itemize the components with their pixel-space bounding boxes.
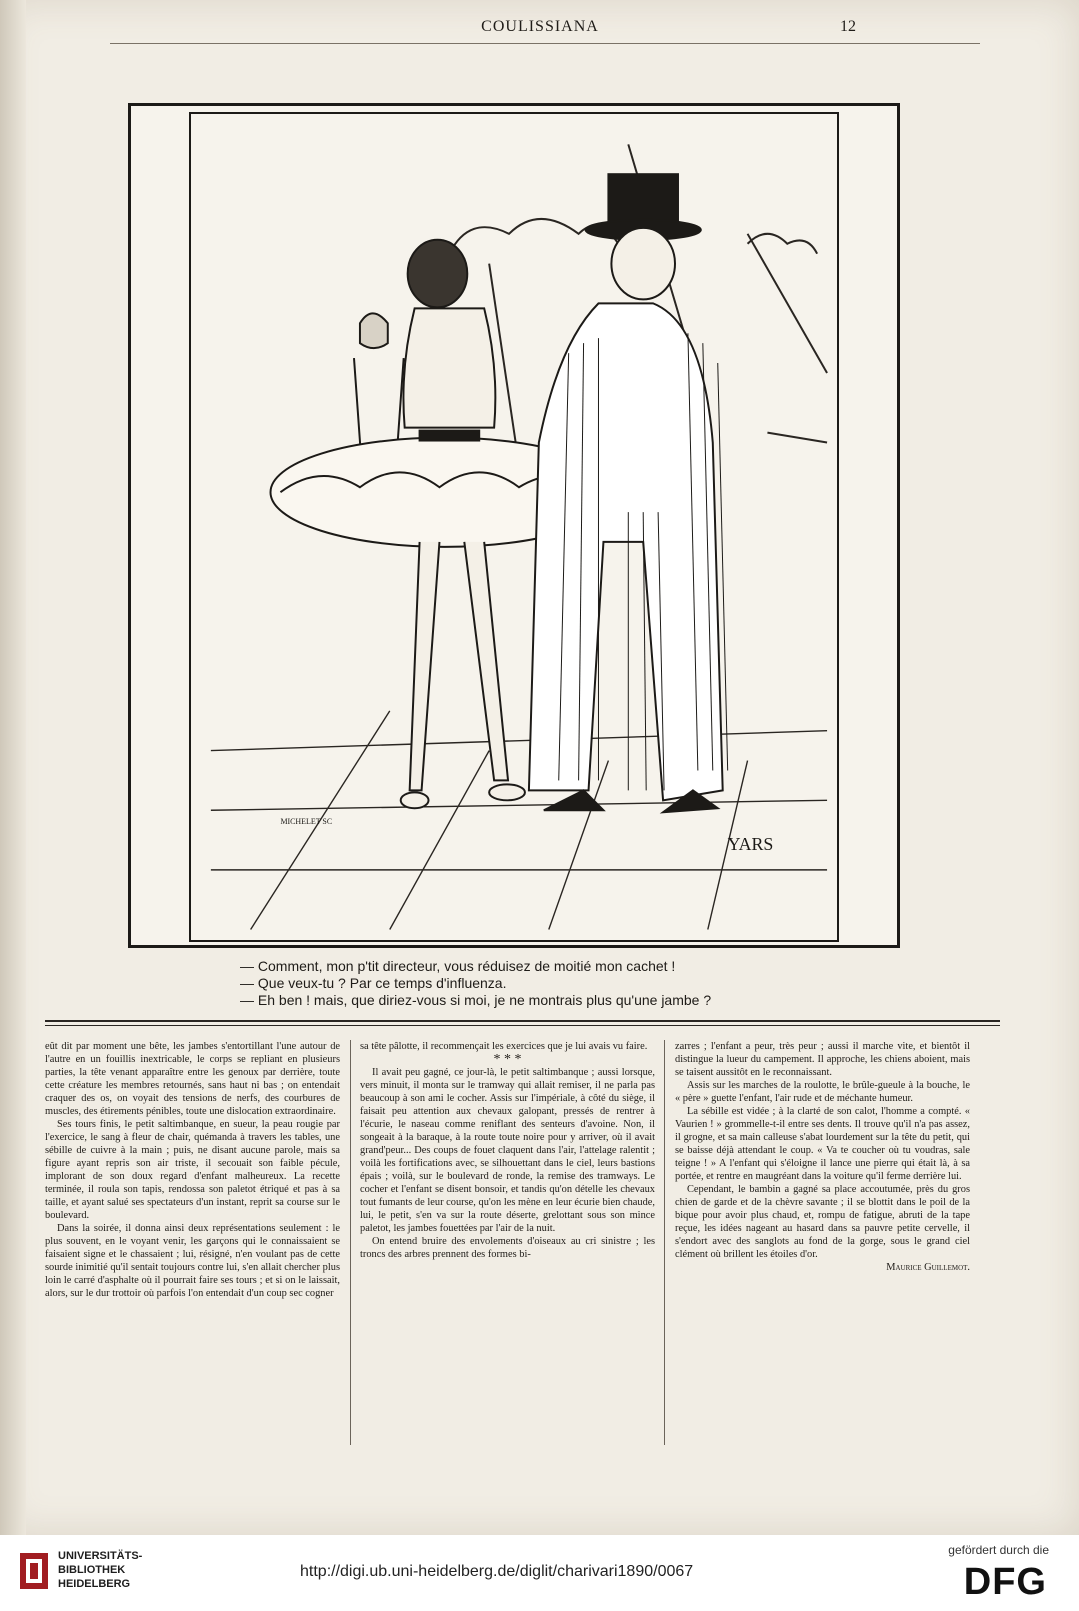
paragraph: On entend bruire des envolements d'oiseaux au cri sinistre ; les troncs des arbres prennent des formes bi- — [360, 1236, 655, 1260]
university-seal-icon — [18, 1551, 50, 1591]
article-column-1 — [45, 1040, 340, 1300]
section-rule — [45, 1025, 1000, 1026]
caption-line: — Que veux-tu ? Par ce temps d'influenza. — [240, 975, 507, 991]
illustration-caption — [240, 958, 860, 1009]
caption-line: — Comment, mon p'tit directeur, vous réduisez de moitié mon cachet ! — [240, 958, 676, 974]
article-column-3 — [675, 1040, 970, 1274]
paragraph: Assis sur les marches de la roulotte, le brûle-gueule à la bouche, le « père » guette l'enfant, l'air rude et de méchante humeur. — [675, 1080, 970, 1104]
university-name: UNIVERSITÄTS- BIBLIOTHEK HEIDELBERG — [58, 1550, 143, 1590]
gentleman-figure — [529, 174, 728, 812]
paragraph: Cependant, le bambin a gagné sa place accoutumée, près du gros chien de garde et de la chèvre savante ; il se blottit dans le poil de la bique pour avoir plus chaud, et, rompu de fatigue, abruti de la tape reçue, les idées nageant au hasard dans sa pauvre petite cervelle, il s'endort avec des sanglots au fond de la gorge, sous le grand ciel clément où brillent les étoiles d'or. — [675, 1184, 970, 1260]
section-rule — [45, 1020, 1000, 1022]
paragraph: Dans la soirée, il donna ainsi deux représentations seulement : le plus souvent, en le voyant venir, les garçons qui le connaissaient se faisaient signe et le chassaient ; lui, résigné, n'en voulant pas de cette sourde inimitié qu'il sentait toujours contre lui, s'en allait chercher plus loin le carré d'asphalte où il pourrait faire ses tours ; et si on le laissait, alors, sur le dur trottoir où parfois l'on entendait d'un coup sec cogner — [45, 1223, 340, 1299]
article-column-2 — [360, 1040, 655, 1261]
author-signature: Maurice Guillemot. — [886, 1262, 970, 1273]
cartoon-drawing — [191, 114, 837, 940]
illustration — [189, 112, 839, 942]
running-head: COULISSIANA — [481, 18, 599, 35]
paragraph: Ses tours finis, le petit saltimbanque, en sueur, la peau rougie par l'exercice, le sang à fleur de chair, quémanda à travers les tables, une sébille de cuivre à la main ; puis, ne disant aucune parole, mais sa figure ayant repris son air triste, il secouait son faible pécule, implorant de son doux regard d'enfant malheureux. La recette terminée, il roula son tapis, rendossa son paletot étriqué et pas à sa taille, et ayant salué ses spectateurs d'un instant, reprit sa course sur le boulevard. — [45, 1119, 340, 1221]
permalink[interactable]: http://digi.ub.uni-heidelberg.de/diglit/charivari1890/0067 — [300, 1563, 694, 1580]
asterism: * * * — [493, 1052, 522, 1067]
binding-shadow — [0, 0, 26, 1535]
dfg-logo: DFG — [963, 1561, 1047, 1603]
paragraph: Il avait peu gagné, ce jour-là, le petit saltimbanque ; aussi lorsque, vers minuit, il monta sur le tramway qui allait remiser, il ne parla pas beaucoup à son ami le cocher. Assis sur l'impériale, à côté du siège, il faisait peu attention aux chevaux galopant, pressés de rentrer à l'écurie, le naseau comme reniflant des senteurs d'avoine. Non, il songeait à la baraque, à la route toute noire pour y arriver, où il avait grand'peur... Des coups de fouet claquent dans l'air, l'attelage ralentit ; voilà les fortifications avec, se silhouettant dans le ciel, leurs bastions épais ; voilà, sur le boulevard de ronde, la remise des tramways. Le cocher et l'enfant se disent bonsoir, et tandis qu'on dételle les chevaux tout fumants de leur course, qu'on les mène en leur écurie bien chaude, lui, le petit, s'en va sur la route déserte, grelottant sous son mince paletot, les jambes fouettées par l'air de la nuit. — [360, 1067, 655, 1234]
column-divider — [350, 1040, 351, 1445]
sponsor-text: gefördert durch die — [948, 1543, 1049, 1557]
header-rule — [110, 43, 980, 44]
caption-line: — Eh ben ! mais, que diriez-vous si moi, je ne montrais plus qu'une jambe ? — [240, 992, 712, 1008]
artist-signature: YARS — [727, 834, 774, 854]
page-number: 12 — [840, 18, 856, 35]
column-divider — [664, 1040, 665, 1445]
engraver-signature: MICHELET SC — [280, 817, 333, 827]
paragraph: sa tête pâlotte, il recommençait les exercices que je lui avais vu faire. — [360, 1041, 648, 1052]
paragraph: zarres ; l'enfant a peur, très peur ; aussi il marche vite, et bientôt il distingue la lueur du campement. Il approche, les chiens aboient, mais se taisent aussitôt en le reconnaissant. — [675, 1041, 970, 1078]
paragraph: eût dit par moment une bête, les jambes s'entortillant l'une autour de l'autre en un fouillis inextricable, le corps se repliant en plusieurs parties, la tête venant apparaître entre les genoux par derrière, toute cette créature les membres retournés, sans haut ni bas ; on entendait craquer des os, on voyait des tensions de nerfs, des courbures de muscles, des étirements pénibles, toute une dislocation extraordinaire. — [45, 1041, 340, 1117]
illustration-frame — [128, 103, 900, 948]
paragraph: La sébille est vidée ; à la clarté de son calot, l'homme a compté. « Vaurien ! » grommelle-t-il entre ses dents. Il trouve qu'il n'a pas assez, il grogne, et sa main calleuse s'abat lourdement sur la tête du petit, qui se baisse déjà attendant le coup. « Va te coucher où tu voudras, sale teigne ! » A l'enfant qui s'éloigne il lance une pierre qui était là, à sa portée, et rentre en maugréant dans la voiture qu'il ferme derrière lui. — [675, 1106, 970, 1182]
viewer-footer — [0, 1535, 1079, 1611]
